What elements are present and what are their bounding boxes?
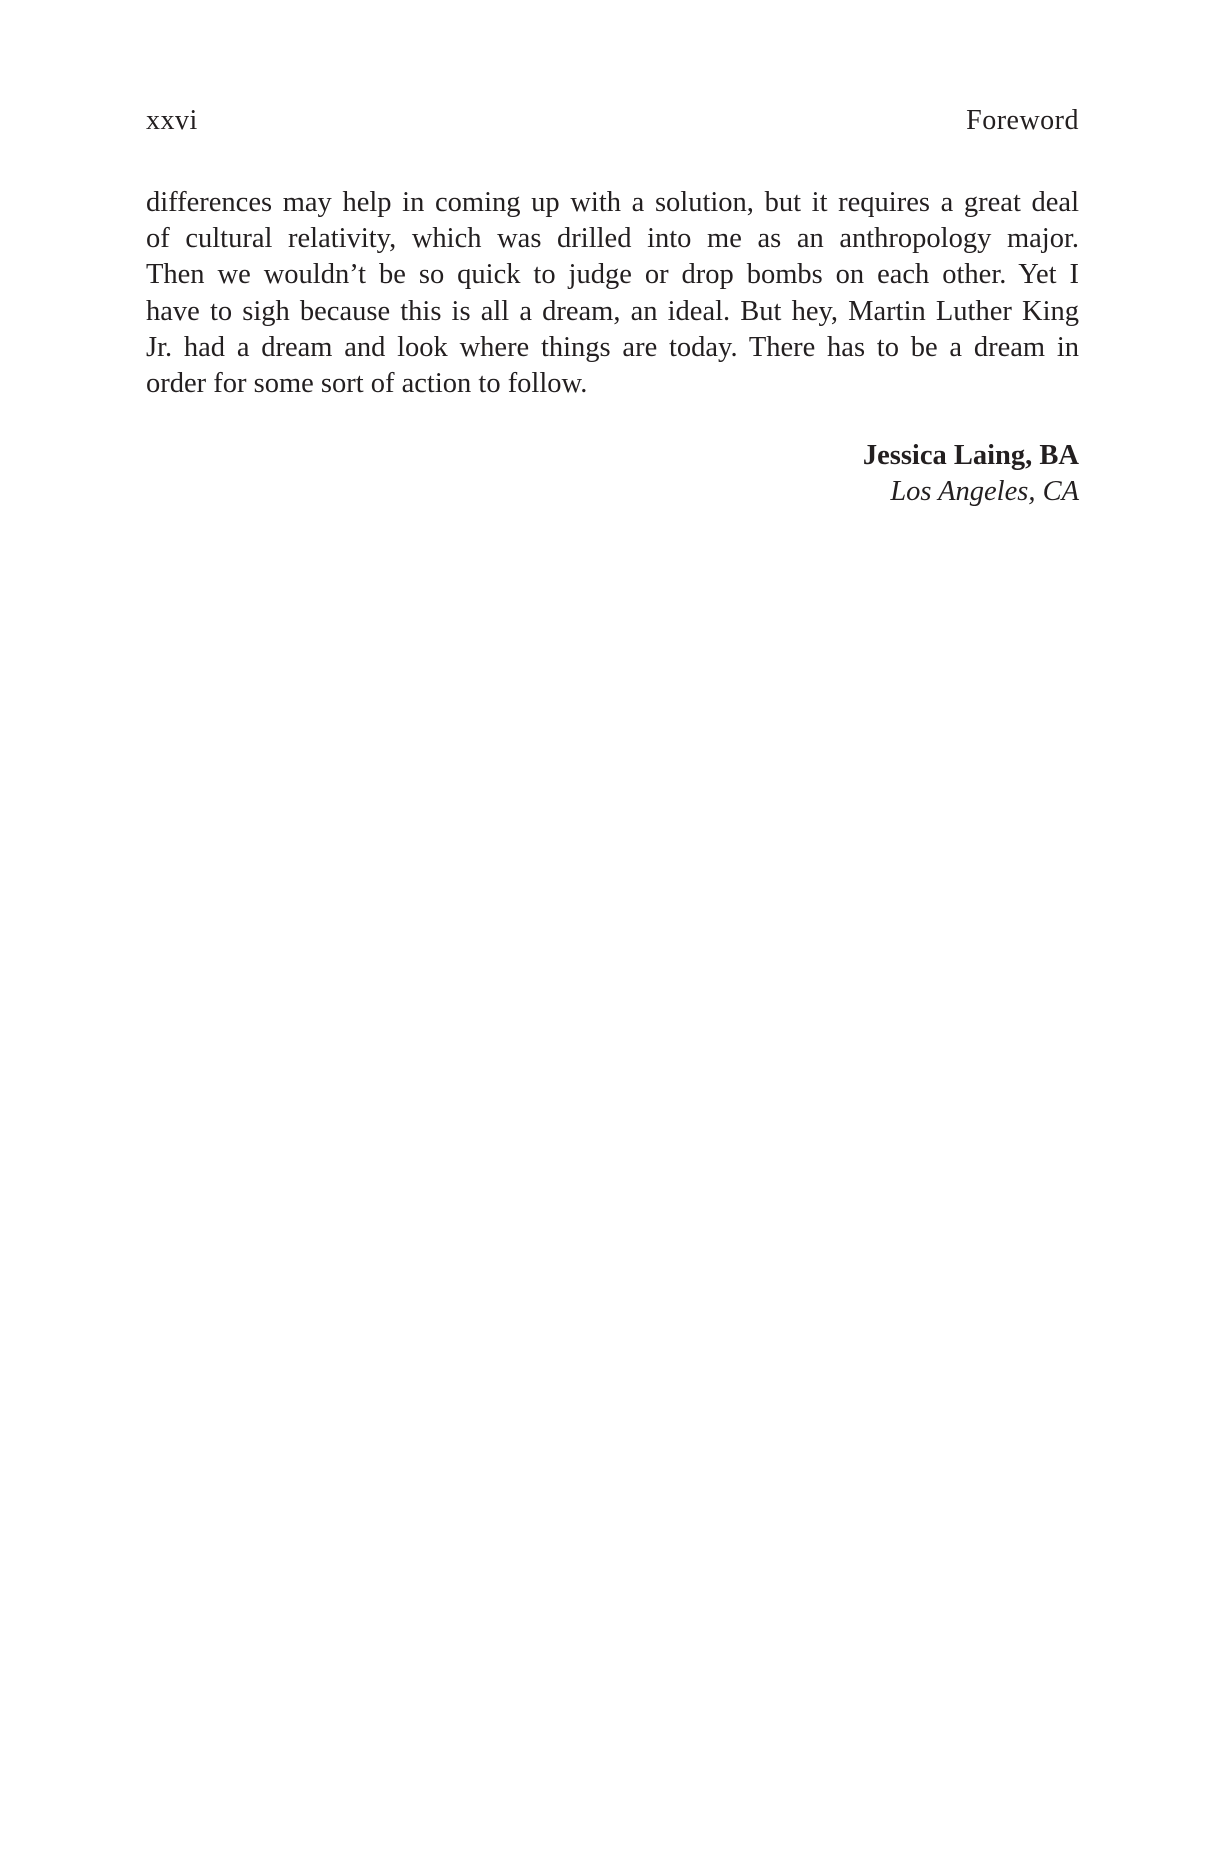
body-line: order for some sort of action to follow.	[146, 368, 588, 400]
author-location: Los Angeles, CA	[890, 476, 1079, 507]
body-line: Then we wouldn’t be so quick to judge or drop bombs on each other. Yet I	[146, 259, 1079, 291]
author-name: Jessica Laing, BA	[862, 440, 1079, 471]
signature-block	[863, 438, 1079, 510]
section-title: Foreword	[966, 105, 1079, 136]
body-line: differences may help in coming up with a solution, but it requires a great deal	[146, 187, 1079, 218]
body-line: Jr. had a dream and look where things are today. There has to be a dream in	[146, 331, 1079, 363]
page-number: xxvi	[146, 105, 198, 136]
running-head	[146, 101, 1079, 141]
body-line: of cultural relativity, which was drilled into me as an anthropology major.	[146, 223, 1079, 255]
body-paragraph	[146, 185, 1079, 402]
body-line: have to sigh because this is all a dream, an ideal. But hey, Martin Luther King	[146, 295, 1079, 327]
